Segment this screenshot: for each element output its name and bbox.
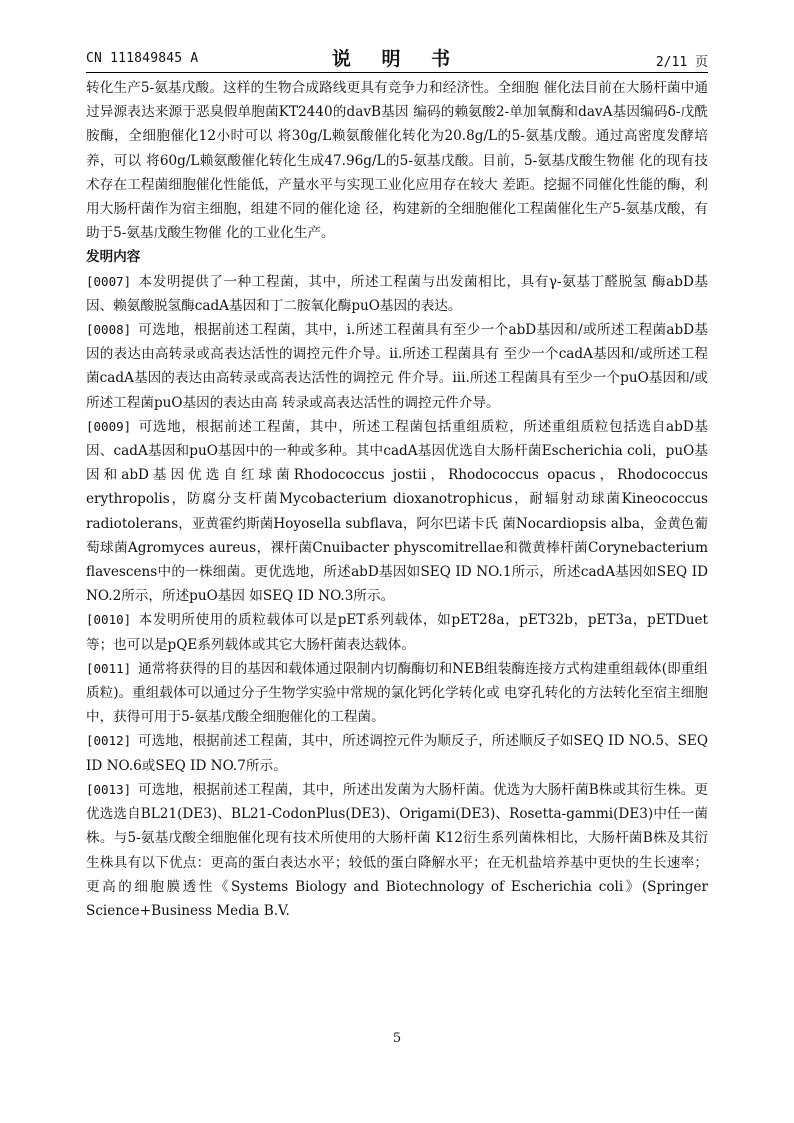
- paragraph-0010: [86, 608, 708, 656]
- intro-paragraph: 转化生产5-氨基戊酸。这样的生物合成路线更具有竞争力和经济性。全细胞 催化法目前在大肠杆菌中通过异源表达来源于恶臭假单胞菌KT2440的davB基因 编码的赖氨酸2-单加氧酶和davA基因编码δ-戊酰胺酶，全细胞催化12小时可以 将30g/L赖氨酸催化转化为20.8g/L的5-氨基戊酸。通过高密度发酵培养，可以 将60g/L赖氨酸催化转化生成47.96g/L的5-氨基戊酸。目前，5-氨基戊酸生物催 化的现有技术存在工程菌细胞催化性能低，产量水平与实现工业化应用存在较大 差距。挖掘不同催化性能的酶，利用大肠杆菌作为宿主细胞，组建不同的催化途 径，构建新的全细胞催化工程菌催化生产5-氨基戊酸，有助于5-氨基戊酸生物催 化的工业化生产。: [86, 80, 708, 242]
- section-title: 发明内容: [86, 249, 141, 266]
- paragraph-0009: [86, 415, 708, 609]
- paragraph-number: [0013]: [86, 781, 132, 797]
- publication-number: CN 111849845 A: [86, 51, 199, 66]
- paragraph-text: 通常将获得的目的基因和载体通过限制内切酶酶切和NEB组装酶连接方式构建重组载体(即重组质粒)。重组载体可以通过分子生物学实验中常规的氯化钙化学转化或 电穿孔转化的方法转化至宿主细胞中，获得可用于5-氨基戊酸全细胞催化的工程菌。: [86, 660, 708, 726]
- paragraph-0012: [86, 729, 708, 777]
- paragraph-text: 可选地，根据前述工程菌，其中，所述调控元件为顺反子，所述顺反子如SEQ ID NO.5、SEQ ID NO.6或SEQ ID NO.7所示。: [86, 733, 708, 774]
- page-indicator: 2/11 页: [655, 55, 708, 70]
- paragraph-text: 本发明提供了一种工程菌，其中，所述工程菌与出发菌相比，具有γ-氨基丁醛脱氢 酶abD基因、赖氨酸脱氢酶cadA基因和丁二胺氧化酶puO基因的表达。: [86, 273, 708, 314]
- paragraph-text: 可选地，根据前述工程菌，其中，所述工程菌包括重组质粒，所述重组质粒包括选自abD基因、cadA基因和puO基因中的一种或多种。其中cadA基因优选自大肠杆菌Escherichia coli，puO基因和abD基因优选自红球菌Rhodococcus jostii，Rhodococcus opacus，Rhodococcus erythropolis，防腐分支杆菌Mycobacterium dioxanotrophicus，耐辐射动球菌Kineococcus radiotolerans，亚黄霍约斯菌Hoyosella subflava，阿尔巴诺卡氏 菌Nocardiopsis alba，金黄色葡萄球菌Agromyces aureus，裸杆菌Cnuibacter physcomitrellae和微黄棒杆菌Corynebacterium flavescens中的一株细菌。更优选地，所述abD基因如SEQ ID NO.1所示，所述cadA基因如SEQ ID NO.2所示，所述puO基因 如SEQ ID NO.3所示。: [86, 418, 708, 605]
- paragraph-number: [0012]: [86, 733, 132, 749]
- paragraph-number: [0011]: [86, 660, 132, 676]
- paragraph-0008: [86, 318, 708, 415]
- document-body: [86, 76, 708, 923]
- header-divider: [86, 72, 708, 73]
- paragraph-0011: [86, 657, 708, 730]
- paragraph-text: 本发明所使用的质粒载体可以是pET系列载体，如pET28a，pET32b，pET3a，pETDuet等；也可以是pQE系列载体或其它大肠杆菌表达载体。: [86, 612, 708, 653]
- page-number: 5: [392, 1031, 402, 1046]
- paragraph-number: [0010]: [86, 612, 132, 628]
- paragraph-number: [0007]: [86, 273, 132, 289]
- paragraph-0013: [86, 778, 708, 923]
- paragraph-text: 可选地，根据前述工程菌，其中，所述出发菌为大肠杆菌。优选为大肠杆菌B株或其衍生株。更优选选自BL21(DE3)、BL21-CodonPlus(DE3)、Origami(DE3)、Rosetta-gammi(DE3)中任一菌株。与5-氨基戊酸全细胞催化现有技术所使用的大肠杆菌 K12衍生系列菌株相比，大肠杆菌B株及其衍生株具有以下优点：更高的蛋白表达水平；较低的蛋白降解水平；在无机盐培养基中更快的生长速率；更高的细胞膜透性《Systems Biology and Biotechnology of Escherichia coli》(Springer Science+Business Media B.V.: [86, 781, 708, 919]
- paragraph-0007: [86, 270, 708, 318]
- paragraph-text: 可选地，根据前述工程菌，其中，i.所述工程菌具有至少一个abD基因和/或所述工程菌abD基因的表达由高转录或高表达活性的调控元件介导。ii.所述工程菌具有 至少一个cadA基因和/或所述工程菌cadA基因的表达由高转录或高表达活性的调控元 件介导。iii.所述工程菌具有至少一个puO基因和/或所述工程菌puO基因的表达由高 转录或高表达活性的调控元件介导。: [86, 322, 708, 411]
- paragraph-number: [0008]: [86, 322, 132, 338]
- document-title: 说 明 书: [331, 48, 463, 70]
- paragraph-number: [0009]: [86, 418, 132, 434]
